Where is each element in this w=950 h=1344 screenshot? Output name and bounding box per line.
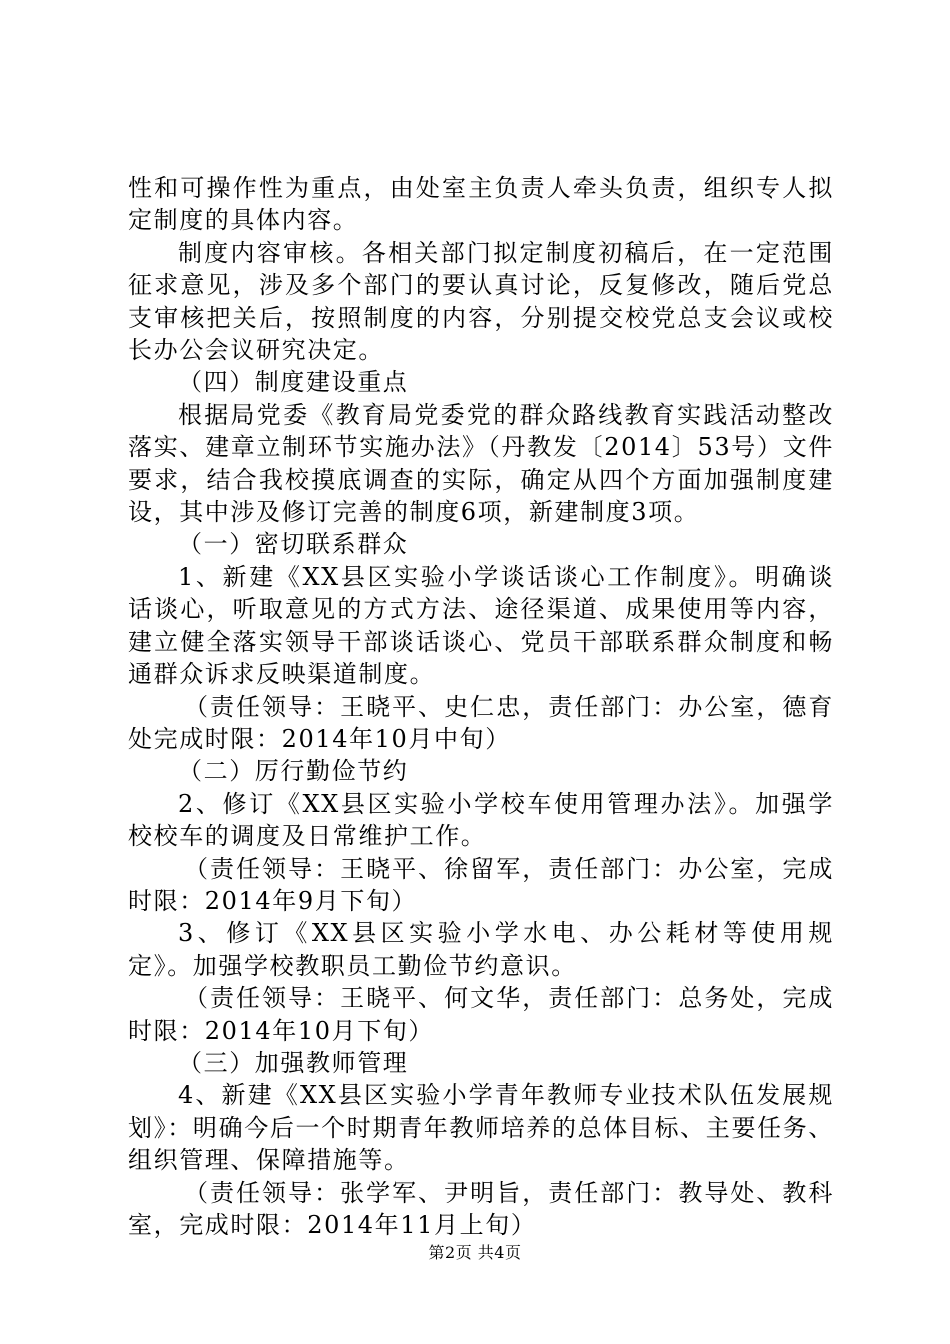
item-1: 1、新建《XX县区实验小学谈话谈心工作制度》。明确谈话谈心，听取意见的方式方法、途径渠道、成果使用等内容，建立健全落实领导干部谈话谈心、党员干部联系群众制度和畅通群众诉求反映渠道制度。 (128, 562, 834, 689)
item-3-responsibility: （责任领导：王晓平、何文华，责任部门：总务处，完成时限：2014年10月下旬） (128, 984, 834, 1045)
item-4: 4、新建《XX县区实验小学青年教师专业技术队伍发展规划》：明确今后一个时期青年教师培养的总体目标、主要任务、组织管理、保障措施等。 (128, 1081, 834, 1175)
subsection-heading-3: （三）加强教师管理 (178, 1048, 409, 1077)
item-3: 3、修订《XX县区实验小学水电、办公耗材等使用规定》。加强学校教职员工勤俭节约意识。 (128, 919, 834, 980)
subsection-heading-1: （一）密切联系群众 (178, 530, 409, 559)
item-4-responsibility: （责任领导：张学军、尹明旨，责任部门：教导处、教科室，完成时限：2014年11月上旬） (128, 1178, 834, 1239)
page-number-footer: 第2页 共4页 (428, 1243, 522, 1262)
item-2: 2、修订《XX县区实验小学校车使用管理办法》。加强学校校车的调度及日常维护工作。 (128, 789, 834, 851)
item-2-responsibility: （责任领导：王晓平、徐留军，责任部门：办公室，完成时限：2014年9月下旬） (128, 854, 834, 915)
document-body (128, 172, 834, 1241)
paragraph-1: 性和可操作性为重点，由处室主负责人牵头负责，组织专人拟定制度的具体内容。 (128, 174, 834, 235)
section-heading-4: （四）制度建设重点 (178, 368, 409, 397)
item-1-responsibility: （责任领导：王晓平、史仁忠，责任部门：办公室，德育处完成时限：2014年10月中旬） (128, 692, 834, 753)
paragraph-2: 制度内容审核。各相关部门拟定制度初稿后，在一定范围征求意见，涉及多个部门的要认真讨论，反复修改，随后党总支审核把关后，按照制度的内容，分别提交校党总支会议或校长办公会议研究决定。 (128, 238, 834, 365)
paragraph-3: 根据局党委《教育局党委党的群众路线教育实践活动整改落实、建章立制环节实施办法》（丹教发〔2014〕53号）文件要求，结合我校摸底调查的实际，确定从四个方面加强制度建设，其中涉及修订完善的制度6项，新建制度3项。 (128, 400, 834, 527)
subsection-heading-2: （二）厉行勤俭节约 (178, 757, 409, 786)
